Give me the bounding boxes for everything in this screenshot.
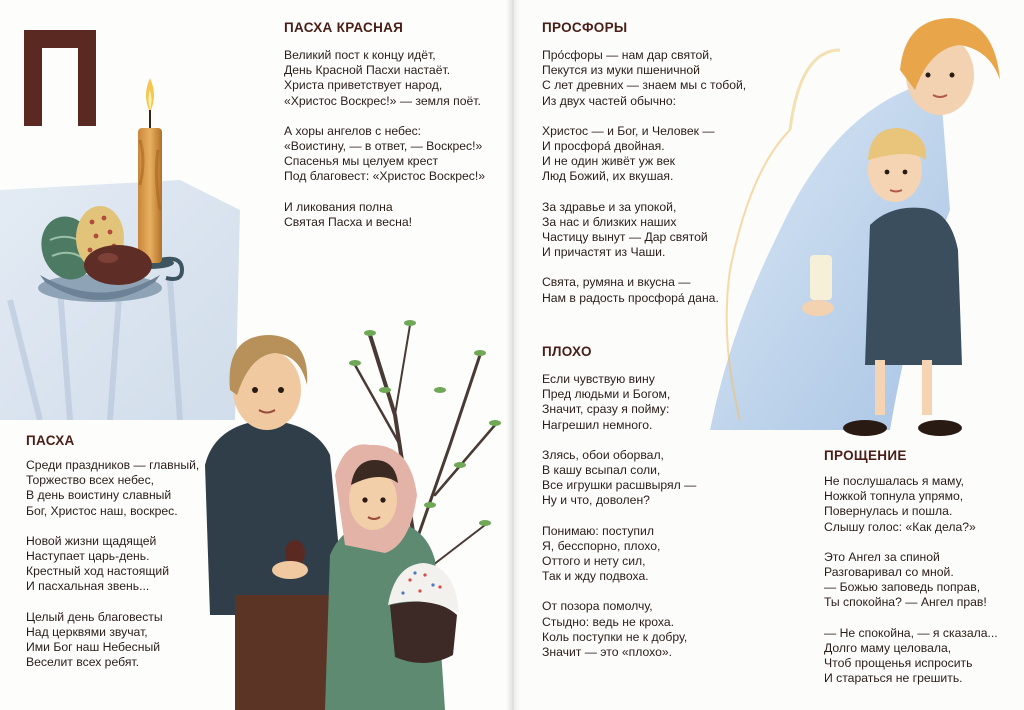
poem-line: А хоры ангелов с небес: [284, 123, 422, 138]
poem-line: И ликования полна [284, 199, 393, 214]
poem-prosfory [542, 48, 746, 321]
poem-line: От позора помолчу, [542, 599, 653, 614]
poem-line: «Христос Воскрес!» — земля поёт. [284, 93, 481, 108]
poem-title-proshchenie: ПРОЩЕНИЕ [824, 448, 907, 463]
poem-line: Под благовест: «Христос Воскрес!» [284, 169, 486, 184]
poem-line: Свята, румяна и вкусна — [542, 275, 691, 290]
poem-line: И просфора́ двойная. [542, 139, 665, 154]
letter-p-drop-cap [24, 30, 96, 126]
poem-line: Новой жизни щадящей [26, 533, 157, 548]
poem-proshchenie [824, 474, 998, 701]
poem-line: Значит — это «плохо». [542, 645, 673, 660]
poem-pascha-krasnaya [284, 48, 485, 245]
poem-line: Среди праздников — главный, [26, 458, 200, 472]
poem-line: За нас и близких наших [542, 214, 677, 229]
poem-line: Это Ангел за спиной [824, 549, 940, 564]
poem-line: Великий пост к концу идёт, [284, 48, 436, 62]
poem-line: Ими Бог наш Небесный [26, 640, 161, 655]
poem-line: Понимаю: поступил [542, 523, 654, 538]
poem-line: Спасенья мы целуем крест [284, 154, 439, 169]
poem-line: День Красной Пасхи настаёт. [284, 63, 451, 78]
poem-line: Значит, сразу я пойму: [542, 402, 670, 417]
poem-line: В кашу всыпал соли, [542, 463, 661, 478]
poem-line: Христос — и Бог, и Человек — [542, 123, 715, 138]
poem-line: Не послушалась я маму, [824, 474, 964, 488]
poem-title-plokho: ПЛОХО [542, 344, 592, 359]
poem-line: Святая Пасха и весна! [284, 214, 412, 229]
poem-line: Бог, Христос наш, воскрес. [26, 503, 178, 518]
poem-line: Долго маму целовала, [824, 640, 952, 655]
poem-line: И причастят из Чаши. [542, 245, 666, 260]
poem-line: Пред людьми и Богом, [542, 387, 671, 402]
poem-line: Крестный ход настоящий [26, 564, 170, 579]
poem-line: Ножкой топнула упрямо, [824, 489, 964, 504]
poem-line: Люд Божий, их вкушая. [542, 169, 674, 184]
book-gutter [506, 0, 520, 710]
poem-line: В день воистину славный [26, 488, 172, 503]
poem-line: Если чувствую вину [542, 372, 655, 386]
poem-line: Чтоб прощенья испросить [824, 656, 973, 671]
poem-line: Нам в радость просфора́ дана. [542, 290, 719, 305]
poem-line: И не один живёт уж век [542, 154, 675, 169]
poem-plokho [542, 372, 696, 675]
poem-line: И пасхальная звень... [26, 579, 150, 594]
poem-line: Про́сфоры — нам дар святой, [542, 48, 713, 62]
poem-line: Ты спокойна? — Ангел прав! [824, 595, 987, 610]
poem-line: Веселит всех ребят. [26, 655, 140, 670]
poem-line: Пекутся из муки пшеничной [542, 63, 700, 78]
poem-line: Нагрешил немного. [542, 417, 653, 432]
family-illustration [195, 295, 510, 710]
poem-line: Стыдно: ведь не кроха. [542, 614, 674, 629]
poem-line: Все игрушки расшвырял — [542, 478, 697, 493]
poem-line: «Воистину, — в ответ, — Воскрес!» [284, 139, 483, 154]
poem-line: — Божью заповедь поправ, [824, 580, 981, 595]
poem-line: — Не спокойна, — я сказала... [824, 625, 998, 640]
poem-line: Частицу вынут — Дар святой [542, 230, 708, 245]
poem-line: За здравье и за упокой, [542, 199, 677, 214]
poem-line: С лет древних — знаем мы с тобой, [542, 78, 747, 93]
poem-line: Наступает царь-день. [26, 549, 150, 564]
poem-line: Торжество всех небес, [26, 473, 155, 488]
poem-title-prosfory: ПРОСФОРЫ [542, 20, 628, 35]
poem-title-pascha-krasnaya: ПАСХА КРАСНАЯ [284, 20, 404, 35]
poem-line: Повернулась и пошла. [824, 504, 953, 519]
poem-title-pascha: ПАСХА [26, 433, 75, 448]
poem-line: Разговаривал со мной. [824, 565, 954, 580]
poem-line: Слышу голос: «Как дела?» [824, 519, 976, 534]
poem-line: Целый день благовесты [26, 609, 163, 624]
poem-line: Злясь, обои оборвал, [542, 447, 664, 462]
poem-line: Ну и что, доволен? [542, 493, 650, 508]
poem-line: Христа приветствует народ, [284, 78, 443, 93]
poem-line: Так и жду подвоха. [542, 569, 649, 584]
poem-line: Я, бесспорно, плохо, [542, 538, 661, 553]
poem-line: Оттого и нету сил, [542, 554, 646, 569]
poem-line: И стараться не грешить. [824, 671, 963, 686]
poem-line: Из двух частей обычно: [542, 93, 677, 108]
poem-line: Коль поступки не к добру, [542, 629, 688, 644]
poem-pascha [26, 458, 199, 685]
poem-line: Над церквями звучат, [26, 624, 148, 639]
